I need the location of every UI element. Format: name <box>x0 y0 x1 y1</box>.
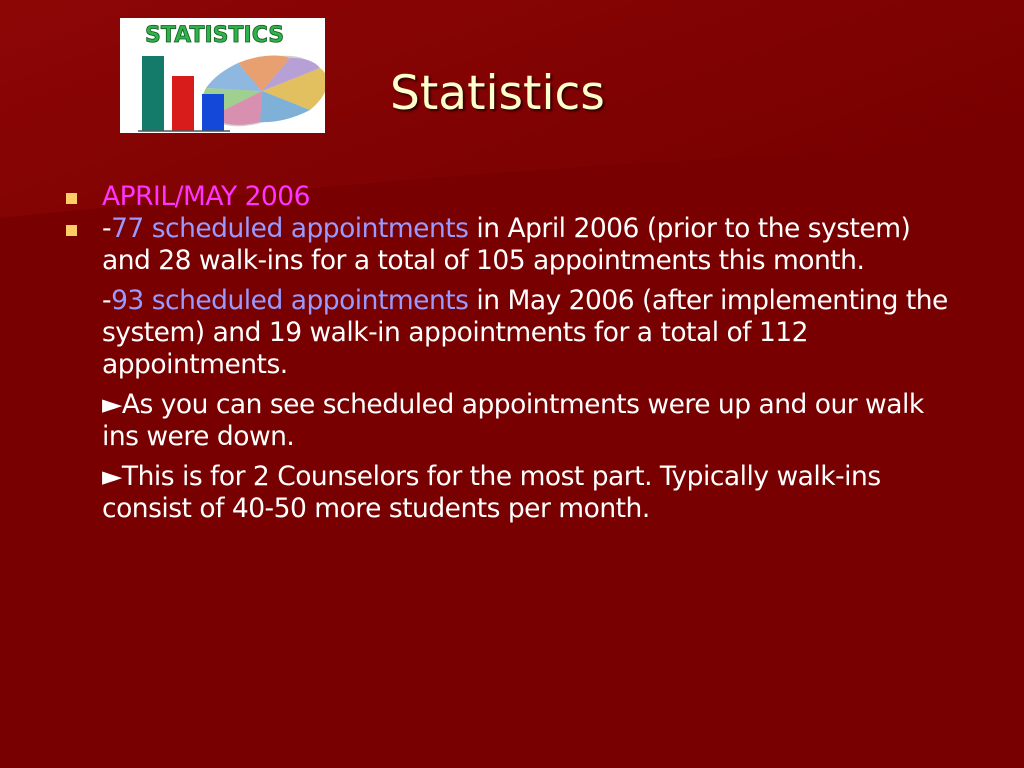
bullet-item <box>62 213 962 277</box>
paragraph-text: ►As you can see scheduled appointments were up and our walk ins were down. <box>102 389 924 452</box>
statistics-logo <box>120 18 325 133</box>
sub-paragraph <box>62 389 962 453</box>
slide-content <box>62 181 962 525</box>
highlight-text: 93 scheduled appointments <box>111 285 469 316</box>
bullet-heading: APRIL/MAY 2006 <box>102 181 311 212</box>
bullet-item <box>62 181 962 213</box>
bullet-text: in April 2006 (prior to the system) and 28 walk-ins for a total of 105 appointments this month. <box>102 213 911 276</box>
logo-wordmark: STATISTICS <box>145 23 285 48</box>
paragraph-text: ►This is for 2 Counselors for the most part. Typically walk-ins consist of 40-50 more students per month. <box>102 461 881 524</box>
slide-title: Statistics <box>390 66 605 121</box>
paragraph-text: in May 2006 (after implementing the system) and 19 walk-in appointments for a total of 112 appointments. <box>102 285 948 380</box>
paragraph-prefix: - <box>102 285 112 316</box>
bullet-prefix: - <box>102 213 112 244</box>
square-bullet-icon <box>66 225 77 236</box>
highlight-text: 77 scheduled appointments <box>111 213 469 244</box>
square-bullet-icon <box>66 193 77 204</box>
sub-paragraph <box>62 285 962 381</box>
sub-paragraph <box>62 461 962 525</box>
